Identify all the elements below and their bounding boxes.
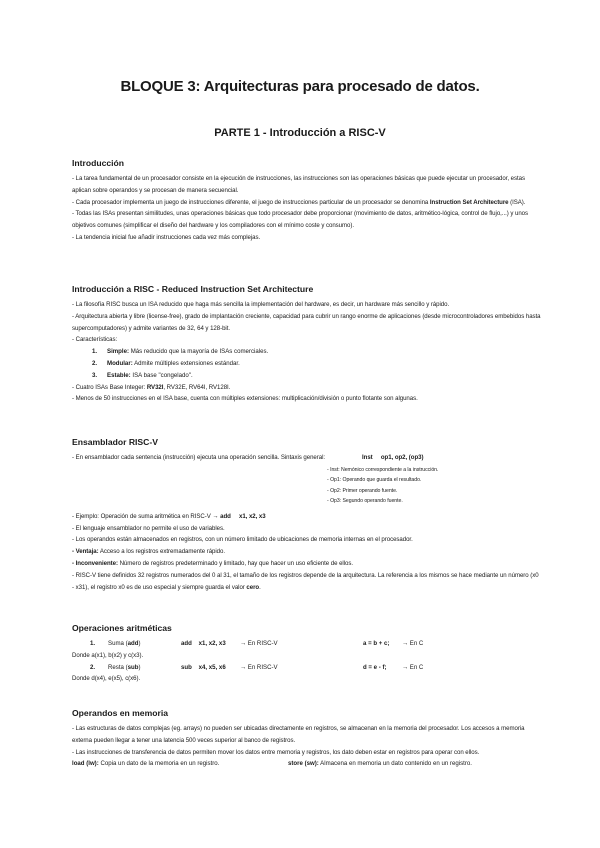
paragraph: - Las estructuras de datos complejas (eg. arrays) no pueden ser ubicadas directamente en registros, se almacenan en la memoria del procesador. Los accesos a memoria externa pueden llegar a tener una latencia 500 veces superior al banco de registros. [72,725,525,744]
operation-row: 2. Resta (sub) sub x4, x5, x6 → En RISC-V d = e - f; → En C [90,663,424,671]
section-heading: Introducción a RISC - Reduced Instruction Set Architecture [72,284,314,294]
paragraph: - La tendencia inicial fue añadir instrucciones cada vez más complejas. [72,233,261,241]
paragraph: - Ejemplo: Operación de suma aritmética en RISC-V → add x1, x2, x3 [72,512,266,520]
list-item: 3. Estable: ISA base "congelado". [92,371,193,379]
note-item: - Op1: Operando que guarda el resultado. [327,477,422,484]
section-introduccion [72,157,542,244]
paragraph: - Todas las ISAs presentan similitudes, unas operaciones básicas que todo procesador debe proporcionar (movimiento de datos, aritmético-lógica, control de flujo,...) y unos objetivos comunes (simplificar el diseño del hardware y los compiladores con el mínimo coste y consumo). [72,210,529,230]
paragraph: - Ventaja: Acceso a los registros extremadamente rápido. [72,548,226,556]
section-ensamblador [72,436,542,593]
paragraph: - Menos de 50 instrucciones en el ISA base, cuenta con múltiples extensiones: multiplicación/división o punto flotante son algunas. [72,395,418,403]
section-risc [72,283,542,405]
paragraph: - Arquitectura abierta y libre (license-free), grado de implantación creciente, capacidad para cubrir un rango enorme de aplicaciones (desde microcontroladores embebidos hasta supercomputadores) y admite variantes de 32, 64 y 128-bit. [72,312,541,332]
paragraph: - RISC-V tiene definidos 32 registros numerados del 0 al 31, el tamaño de los registros depende de la arquitectura. La referencia a los mismos se hace mediante un número (x0 - x31), el registro x0 es de uso especial y siempre guarda el valor cero. [72,571,539,591]
paragraph: Donde d(x4), e(x5), c(x6). [72,675,141,683]
paragraph: - Cada procesador implementa un juego de instrucciones diferente, el juego de instrucciones particular de un procesador se denomina Instruction Set Architecture (ISA). [72,198,526,206]
section-operandos-memoria [72,707,542,770]
paragraph: Donde a(x1), b(x2) y c(x3). [72,651,144,659]
paragraph: - La tarea fundamental de un procesador consiste en la ejecución de instrucciones, las instrucciones son las operaciones básicas que puede ejecutar un procesador, estas aplican sobre operandos y se procesan de manera secuencial. [72,175,525,194]
paragraph: - Los operandos están almacenados en registros, con un número limitado de ubicaciones de memoria internas en el procesador. [72,536,413,544]
operation-row: 1. Suma (add) add x1, x2, x3 → En RISC-V a = b + c; → En C [90,640,424,647]
syntax-notes [327,465,527,507]
paragraph: - En ensamblador cada sentencia (instrucción) ejecuta una operación sencilla. Sintaxis general: [72,454,326,461]
load-store-row: load (lw): Copia un dato de la memoria en un registro. store (sw): Almacena en memoria un dato contenido en un registro. [72,760,472,768]
note-item: - Op2: Primer operando fuente. [327,487,398,494]
page-title: BLOQUE 3: Arquitecturas para procesado de datos. [120,78,480,95]
paragraph: - Características: [72,336,118,344]
paragraph: - Las instrucciones de transferencia de datos permiten mover los datos entre memoria y registros, los dato deben estar en registros para operar con ellos. [72,748,480,756]
list-item: 1. Simple: Más reducido que la mayoría de ISAs comerciales. [92,348,269,356]
note-item: - Op3: Segundo operando fuente. [327,498,403,505]
section-heading: Operaciones aritméticas [72,623,172,633]
paragraph: - La filosofía RISC busca un ISA reducido que haga más sencilla la implementación del hardware, es decir, un hardware más sencillo y rápido. [72,301,450,308]
section-heading: Ensamblador RISC-V [72,437,158,447]
note-item: - Inst: Nemónico correspondiente a la instrucción. [327,466,439,473]
syntax-general: Inst op1, op2, (op3) [362,454,424,461]
list-item: 2. Modular: Admite múltiples extensiones estándar. [92,359,240,367]
paragraph: - El lenguaje ensamblador no permite el uso de variables. [72,524,225,532]
section-heading: Introducción [72,158,125,168]
paragraph: - Inconveniente: Número de registros predeterminado y limitado, hay que hacer un uso eficiente de ellos. [72,559,354,567]
paragraph: - Cuatro ISAs Base Integer: RV32I, RV32E, RV64I, RV128I. [72,383,231,391]
characteristics-list [72,346,542,381]
section-operaciones-aritmeticas [72,622,542,685]
section-heading: Operandos en memoria [72,708,168,718]
page-subtitle: PARTE 1 - Introducción a RISC-V [214,127,386,139]
